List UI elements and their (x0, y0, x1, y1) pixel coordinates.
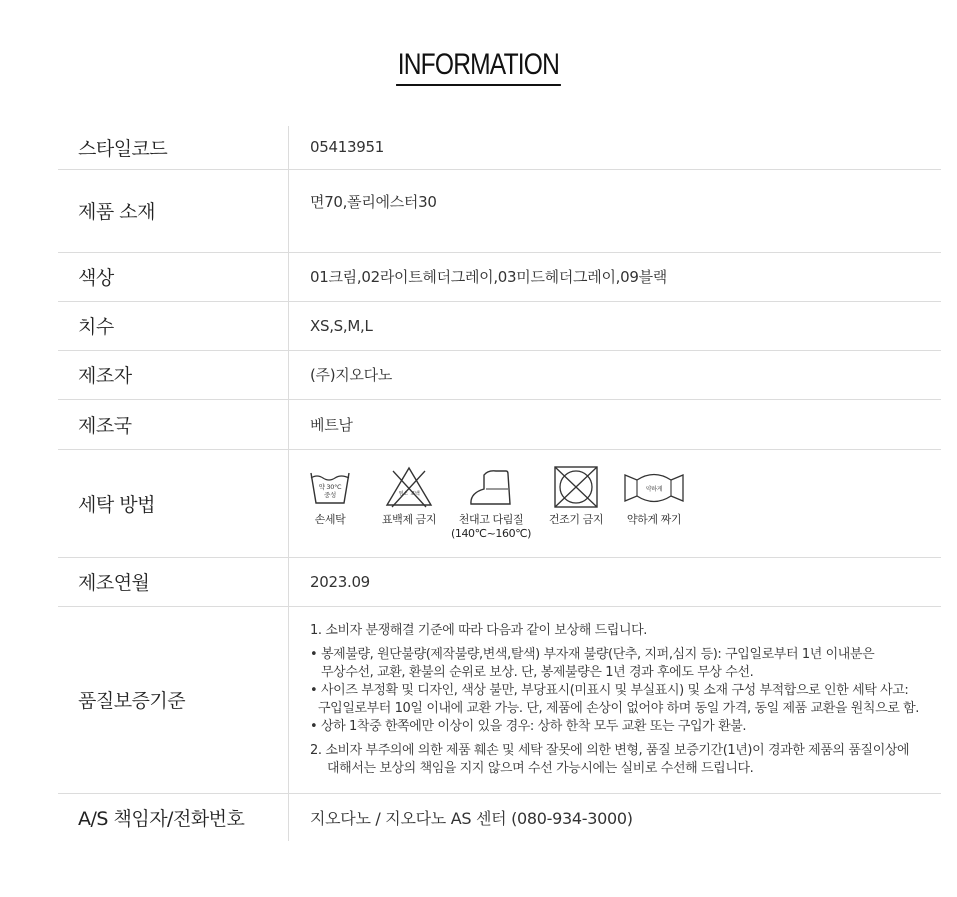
row-label-color: 색상 (58, 252, 289, 301)
no-tumble-dry-icon (552, 465, 600, 509)
table-row (58, 126, 941, 169)
table-row (58, 793, 941, 841)
hand-wash-caption: 손세탁 (314, 513, 346, 526)
row-label-material: 제품 소재 (58, 169, 289, 252)
iron-icon (466, 465, 516, 509)
row-label-washing: 세탁 방법 (58, 449, 289, 557)
no-tumble-dry (547, 465, 605, 527)
row-value-size: XS,S,M,L (289, 301, 942, 350)
hand-wash-neutral: 중성 (324, 491, 336, 499)
gentle-wring-caption: 약하게 짜기 (626, 513, 682, 526)
quality-text (310, 622, 941, 778)
row-value-color: 01크림,02라이트헤더그레이,03미드헤더그레이,09블랙 (289, 252, 942, 301)
quality-bullet-3: • 상하 1착중 한쪽에만 이상이 있을 경우: 상하 한착 모두 교환 또는 구입가 환불. (310, 718, 747, 734)
row-label-size: 치수 (58, 301, 289, 350)
bleach-text-chlorine: 염소 (398, 491, 408, 497)
row-label-manufacturer: 제조자 (58, 350, 289, 399)
no-bleach (379, 465, 439, 527)
gentle-wring-icon (623, 465, 685, 509)
quality-bullet-1-cont: 무상수선, 교환, 환불의 순위로 보상. 단, 봉제불량은 1년 경과 후에도 무상 수선. (321, 664, 754, 680)
info-table (58, 126, 941, 841)
row-value-as-contact: 지오다노 / 지오다노 AS 센터 (080-934-3000) (310, 808, 633, 828)
no-bleach-caption: 표백제 금지 (381, 513, 437, 526)
table-row (58, 169, 941, 252)
no-tumble-dry-caption: 건조기 금지 (548, 513, 604, 526)
hand-wash-temp: 약 30°C (318, 483, 342, 491)
row-label-as-contact: A/S 책임자/전화번호 (58, 793, 289, 841)
row-label-manufacture-date: 제조연월 (58, 557, 289, 606)
hand-wash-icon (309, 465, 351, 509)
table-row (58, 399, 941, 449)
row-value-manufacture-date: 2023.09 (289, 557, 942, 606)
no-bleach-icon (384, 465, 434, 509)
table-row (58, 606, 941, 793)
quality-item-2-cont: 대해서는 보상의 책임을 지지 않으며 수선 가능시에는 실비로 수선해 드립니다. (327, 760, 754, 776)
wash-icons (310, 465, 941, 541)
quality-bullet-2: • 사이즈 부정확 및 디자인, 색상 불만, 부당표시(미표시 및 부실표시) 및 소재 구성 부적합으로 인한 세탁 사고: (310, 682, 909, 698)
iron-caption-line1: 천대고 다림질 (458, 513, 524, 526)
gentle-wring (621, 465, 687, 527)
iron-caption-line2: (140℃~160℃) (450, 527, 532, 540)
row-label-style-code: 스타일코드 (58, 126, 289, 169)
wring-text: 약하게 (645, 486, 663, 493)
page-title (0, 46, 957, 86)
bleach-text-bleach: 표백 (410, 491, 420, 497)
title-text: INFORMATION (396, 46, 561, 86)
table-row (58, 449, 941, 557)
row-value-style-code: 05413951 (289, 126, 942, 169)
table-row (58, 301, 941, 350)
quality-bullet-1: • 봉제불량, 원단불량(제작불량,변색,탈색) 부자재 불량(단추, 지퍼,심지 등): 구입일로부터 1년 이내분은 (310, 646, 875, 662)
row-label-country: 제조국 (58, 399, 289, 449)
quality-item-1: 1. 소비자 분쟁해결 기준에 따라 다음과 같이 보상해 드립니다. (310, 622, 647, 638)
row-value-country: 베트남 (289, 399, 942, 449)
ironing (451, 465, 531, 541)
row-value-washing (289, 449, 942, 557)
iron-caption (451, 513, 531, 541)
table-row (58, 252, 941, 301)
hand-wash (310, 465, 350, 527)
row-value-manufacturer: (주)지오다노 (289, 350, 942, 399)
quality-item-2: 2. 소비자 부주의에 의한 제품 훼손 및 세탁 잘못에 의한 변형, 품질 보증기간(1년)이 경과한 제품의 품질이상에 (310, 742, 910, 758)
row-value-quality-guarantee (289, 606, 942, 793)
table-row (58, 557, 941, 606)
quality-bullet-2-cont: 구입일로부터 10일 이내에 교환 가능. 단, 제품에 손상이 없어야 하며 동일 가격, 동일 제품 교환을 원칙으로 함. (318, 700, 920, 716)
table-row (58, 350, 941, 399)
row-label-quality-guarantee: 품질보증기준 (58, 606, 289, 793)
row-value-material: 면70,폴리에스터30 (289, 169, 942, 252)
